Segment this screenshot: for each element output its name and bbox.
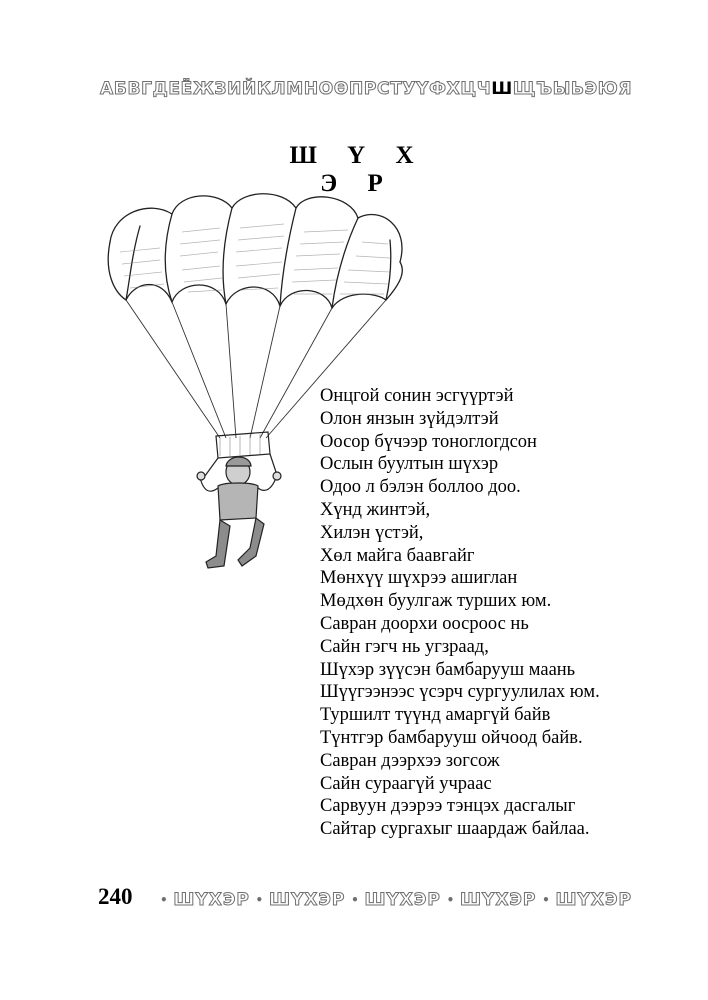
alphabet-letter: Ы	[552, 79, 571, 99]
alphabet-letter: В	[127, 79, 141, 99]
alphabet-letter: Ч	[476, 79, 491, 99]
footer-separator: •	[351, 893, 359, 907]
alphabet-letter: Ц	[460, 79, 477, 99]
poem-line: Мөдхөн буулгаж турших юм.	[320, 591, 552, 612]
footer-separator: •	[542, 893, 550, 907]
alphabet-letter: С	[376, 79, 390, 99]
footer-running-title	[160, 888, 632, 912]
alphabet-letter: А	[100, 79, 114, 99]
poem-line: Хилэн үстэй,	[320, 522, 424, 543]
alphabet-letter: К	[256, 79, 271, 99]
poem-line: Сайтар сургахыг шаардаж байлаа.	[320, 819, 590, 840]
footer-word: ШҮХЭР	[555, 890, 632, 910]
poem-line: Хөл майга баавгайг	[320, 545, 475, 566]
alphabet-letter: М	[286, 79, 304, 99]
alphabet-letter: Д	[152, 79, 168, 99]
poem-line: Сайн гэгч нь угзраад,	[320, 636, 489, 657]
poem-line: Одоо л бэлэн боллоо доо.	[320, 477, 521, 498]
alphabet-letter: Ш	[491, 79, 513, 99]
alphabet-letter: Э	[584, 79, 598, 99]
alphabet-letter: О	[318, 79, 334, 99]
alphabet-letter: Х	[446, 79, 460, 99]
alphabet-letter: Ү	[416, 79, 429, 99]
poem-line: Шүхэр зүүсэн бамбарууш маань	[320, 659, 576, 680]
poem-line: Савран доорхи оосроос нь	[320, 613, 529, 634]
alphabet-letter: Р	[363, 79, 377, 99]
footer-word: ШҮХЭР	[173, 890, 250, 910]
alphabet-header	[100, 78, 632, 100]
poem	[320, 385, 600, 841]
alphabet-letter: Ъ	[536, 79, 553, 99]
alphabet-letter: З	[214, 79, 227, 99]
alphabet-letter: Т	[390, 79, 402, 99]
footer-word: ШҮХЭР	[268, 890, 346, 910]
page-title: Ш Ү Х Э Р	[289, 142, 426, 197]
alphabet-letter: Я	[618, 79, 632, 99]
footer-separator: •	[446, 893, 455, 907]
poem-line: Мөнхүү шүхрээ ашиглан	[320, 568, 518, 589]
alphabet-letter: Ф	[429, 79, 446, 99]
poem-line: Олон янзын зүйдэлтэй	[320, 408, 499, 429]
poem-line: Савран дээрхээ зогсож	[320, 750, 500, 771]
poem-line: Шүүгээнээс үсэрч сургуулилах юм.	[320, 682, 600, 703]
alphabet-letter: Й	[242, 79, 257, 99]
page-number: 240	[98, 884, 133, 909]
alphabet-letter: Щ	[512, 79, 536, 99]
alphabet-letter: Л	[271, 79, 286, 99]
footer-separator: •	[160, 893, 168, 907]
alphabet-letter: Е	[168, 79, 180, 99]
alphabet-letter: Ө	[333, 79, 349, 99]
poem-line: Оосор бүчээр тоноглогдсон	[320, 431, 537, 452]
alphabet-letter: Ь	[571, 79, 584, 99]
poem-line: Хүнд жинтэй,	[320, 499, 431, 520]
poem-line: Онцгой сонин эсгүүртэй	[320, 386, 514, 406]
poem-line: Туршилт түүнд амаргүй байв	[320, 705, 551, 726]
poem-line: Ослын буултын шүхэр	[320, 454, 499, 475]
alphabet-letter: У	[402, 79, 416, 99]
alphabet-letter: Ж	[192, 79, 214, 99]
alphabet-letter: Н	[303, 79, 319, 99]
alphabet-letter: Ю	[597, 79, 618, 99]
poem-line: Сайн сураагүй учраас	[320, 773, 492, 794]
footer-word: ШҮХЭР	[460, 890, 537, 910]
alphabet-letter: П	[348, 79, 364, 99]
footer-separator: •	[255, 893, 264, 907]
alphabet-letter: Б	[113, 79, 127, 99]
footer-word: ШҮХЭР	[364, 890, 441, 910]
alphabet-letter: Ё	[180, 79, 193, 99]
poem-line: Түнтгэр бамбарууш ойчоод байв.	[320, 727, 583, 748]
poem-line: Сарвуун дээрээ тэнцэх дасгалыг	[320, 796, 576, 817]
alphabet-letter: Г	[141, 79, 152, 99]
alphabet-letter: И	[227, 79, 242, 99]
